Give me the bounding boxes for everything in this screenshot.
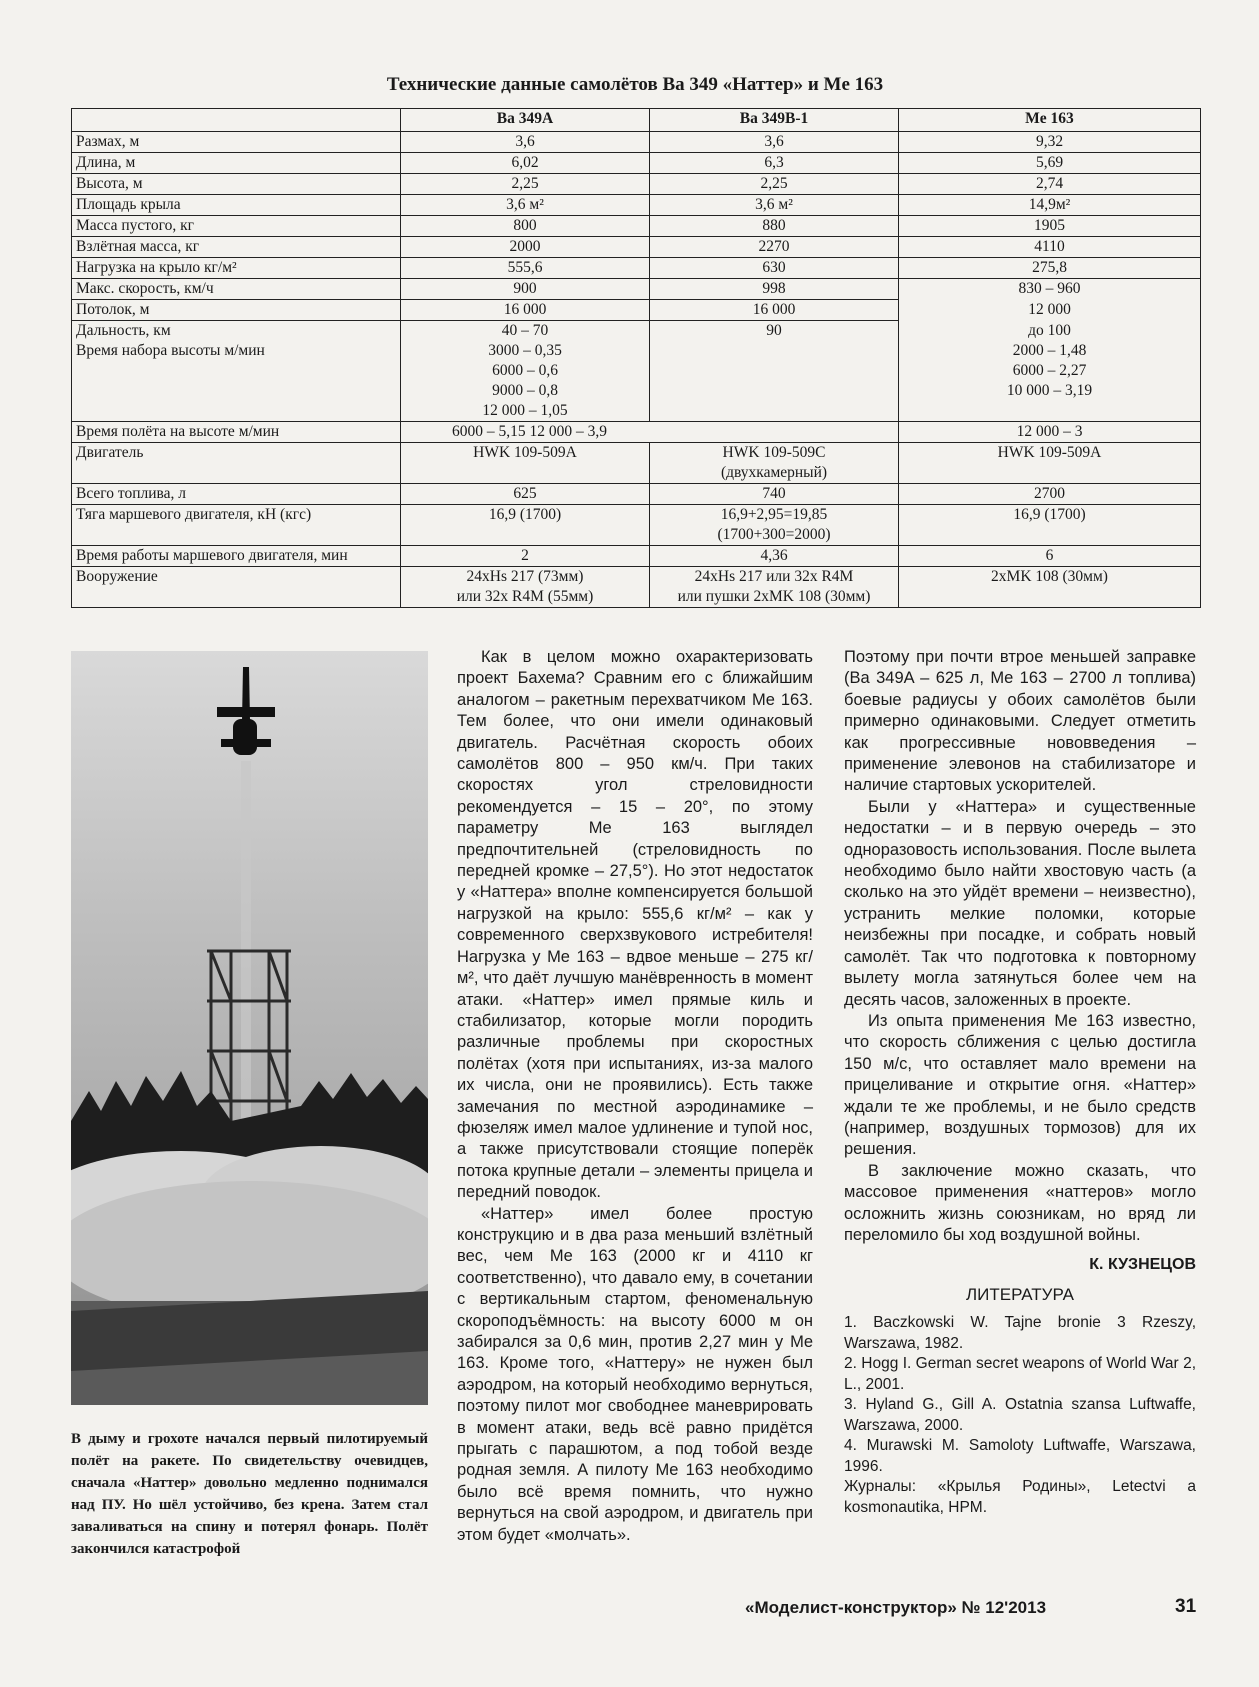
cell: 998: [650, 279, 899, 300]
table-row: [72, 132, 1201, 153]
photo-caption: В дыму и грохоте начался первый пилотируемый полёт на ракете. По свидетельству очевидцев, сначала «Наттер» довольно медленно поднимался над ПУ. Но шёл устойчиво, без крена. Затем стал заваливаться на спину и потерял фонарь. Полёт закончился катастрофой: [71, 1431, 428, 1557]
cell: HWK 109-509A: [899, 443, 1201, 484]
row-label: Вооружение: [72, 567, 401, 608]
cell: 9,32: [899, 132, 1201, 153]
cell: 900: [401, 279, 650, 300]
row-label: Взлётная масса, кг: [72, 237, 401, 258]
cell: 6,3: [650, 153, 899, 174]
table-row: [72, 505, 1201, 546]
cell: HWK 109-509A: [401, 443, 650, 484]
paragraph: Из опыта применения Me 163 известно, что скорость сближения с целью достигла 150 м/с, что оставляет мало времени на прицеливание и открытие огня. «Наттер» ждали те же проблемы, и не было средств (например, воздушных тормозов) для их решения.: [844, 1011, 1196, 1159]
cell: 555,6: [401, 258, 650, 279]
cell: 90: [650, 321, 899, 422]
cell: 40 – 70 3000 – 0,35 6000 – 0,6 9000 – 0,8 12 000 – 1,05: [401, 321, 650, 422]
cell: 16 000: [650, 300, 899, 321]
cell: 275,8: [899, 258, 1201, 279]
cell: 4110: [899, 237, 1201, 258]
author: К. КУЗНЕЦОВ: [1089, 1256, 1196, 1274]
literature-item: 3. Hyland G., Gill A. Ostatnia szansa Luftwaffe, Warszawa, 2000.: [844, 1396, 1196, 1434]
cell: 2: [401, 546, 650, 567]
cell: 2270: [650, 237, 899, 258]
table-row: [72, 237, 1201, 258]
cell: 3,6: [401, 132, 650, 153]
cell: 880: [650, 216, 899, 237]
literature-item: Журналы: «Крылья Родины», Letectvi a kosmonautika, HPM.: [844, 1478, 1196, 1516]
literature-item: 1. Baczkowski W. Tajne bronie 3 Rzeszy, Warszawa, 1982.: [844, 1314, 1196, 1352]
row-label: Масса пустого, кг: [72, 216, 401, 237]
cell: HWK 109-509C (двухкамерный): [650, 443, 899, 484]
literature-heading: ЛИТЕРАТУРА: [965, 1284, 1075, 1304]
table-row: [72, 443, 1201, 484]
cell: 16 000: [401, 300, 650, 321]
table-row: [72, 258, 1201, 279]
table-row: [72, 484, 1201, 505]
page-number: 31: [1175, 1596, 1197, 1617]
table-row: [72, 300, 1201, 321]
row-label: Площадь крыла: [72, 195, 401, 216]
table-row: [72, 321, 1201, 422]
row-label: Дальность, км Время набора высоты м/мин: [72, 321, 401, 422]
cell: 2,25: [401, 174, 650, 195]
cell: 24xHs 217 (73мм) или 32x R4M (55мм): [401, 567, 650, 608]
cell: 5,69: [899, 153, 1201, 174]
literature-item: 2. Hogg I. German secret weapons of World War 2, L., 2001.: [844, 1355, 1196, 1393]
cell: 16,9 (1700): [401, 505, 650, 546]
cell: 16,9 (1700): [899, 505, 1201, 546]
cell: 800: [401, 216, 650, 237]
cell: 14,9м²: [899, 195, 1201, 216]
cell: 625: [401, 484, 650, 505]
cell: 12 000: [899, 300, 1201, 321]
cell: 3,6: [650, 132, 899, 153]
paragraph: Как в целом можно охарактеризовать проект Бахема? Сравним его с ближайшим аналогом – ракетным перехватчиком Me 163. Тем более, что они имели одинаковый двигатель. Расчётная скорость обоих самолётов 800 – 950 км/ч. При таких скоростях угол стреловидности рекомендуется – 15 – 20°, по этому параметру Me 163 выглядел предпочтительней (стреловидность по передней кромке – 27,5°). Но этот недостаток у «Наттера» вполне компенсируется большой нагрузкой на крыло: 555,6 кг/м² – как у современного сверхзвукового истребителя! Нагрузка у Me 163 – вдвое меньше – 275 кг/м², что даёт лучшую манёвренность в момент атаки. «Наттер» имел прямые киль и стабилизатор, которые могли породить различные проблемы при скоростных полётах (хотя при испытаниях, из-за малого их числа, они не проявились). Есть также замечания по местной аэродинамике – фюзеляж имел малое удлинение и тупой нос, а также присутствовали стоящие поперёк потока крупные детали – элементы прицела и передний поводок.: [457, 648, 813, 1202]
row-label: Всего топлива, л: [72, 484, 401, 505]
header-ba349b: Ba 349B-1: [650, 109, 899, 132]
cell: 6,02: [401, 153, 650, 174]
cell: 2,74: [899, 174, 1201, 195]
row-label: Нагрузка на крыло кг/м²: [72, 258, 401, 279]
cell: 16,9+2,95=19,85 (1700+300=2000): [650, 505, 899, 546]
table-row: [72, 216, 1201, 237]
cell: 830 – 960: [899, 279, 1201, 300]
cell: 3,6 м²: [401, 195, 650, 216]
row-label: Тяга маршевого двигателя, кН (кгс): [72, 505, 401, 546]
cell: 3,6 м²: [650, 195, 899, 216]
row-label: Размах, м: [72, 132, 401, 153]
table-row: [72, 279, 1201, 300]
header-me163: Me 163: [899, 109, 1201, 132]
table-header-row: [72, 109, 1201, 132]
table-row: [72, 567, 1201, 608]
paragraph: Поэтому при почти втрое меньшей заправке (Ba 349A – 625 л, Me 163 – 2700 л топлива) боевые радиусы у обоих самолётов были примерно одинаковыми. Следует отметить как прогрессивные нововведения – применение элевонов на стабилизаторе и наличие стартовых ускорителей.: [844, 648, 1196, 795]
header-empty: [72, 109, 401, 132]
cell: 2000: [401, 237, 650, 258]
row-label: Время полёта на высоте м/мин: [72, 422, 401, 443]
cell: 2,25: [650, 174, 899, 195]
cell: 4,36: [650, 546, 899, 567]
table-row: [72, 153, 1201, 174]
cell: 12 000 – 3: [899, 422, 1201, 443]
row-label: Двигатель: [72, 443, 401, 484]
table-title: Технические данные самолётов Ba 349 «Наттер» и Me 163: [386, 74, 884, 95]
row-label: Макс. скорость, км/ч: [72, 279, 401, 300]
paragraph: В заключение можно сказать, что массовое применения «наттеров» могло осложнить жизнь союзникам, но вряд ли переломило бы ход воздушной войны.: [844, 1161, 1196, 1244]
article-column-right: [844, 647, 1196, 1518]
journal-name: «Моделист-конструктор» № 12'2013: [745, 1598, 1047, 1617]
cell: 1905: [899, 216, 1201, 237]
literature-item: 4. Murawski M. Samoloty Luftwaffe, Warszawa, 1996.: [844, 1437, 1196, 1475]
cell-text: 6000 – 5,15 12 000 – 3,9: [452, 423, 607, 440]
row-label: Длина, м: [72, 153, 401, 174]
article-column-middle: [457, 647, 813, 1546]
row-label: Время работы маршевого двигателя, мин: [72, 546, 401, 567]
cell: 2xMK 108 (30мм): [899, 567, 1201, 608]
row-label: Высота, м: [72, 174, 401, 195]
cell: 740: [650, 484, 899, 505]
cell: [401, 422, 899, 443]
paragraph: Были у «Наттера» и существенные недостатки – и в первую очередь – это одноразовость использования. После вылета необходимо было найти хвостовую часть (а сколько на это уйдёт времени – неизвестно), устранить мелкие поломки, которые неизбежны при посадке, и собрать новый самолёт. Так что подготовка к повторному вылету могла затянуться более чем на десять часов, заложенных в проекте.: [844, 797, 1196, 1009]
row-label: Потолок, м: [72, 300, 401, 321]
table-row: [72, 422, 1201, 443]
table-row: [72, 174, 1201, 195]
cell: 6: [899, 546, 1201, 567]
cell: 24xHs 217 или 32x R4M или пушки 2xMK 108 (30мм): [650, 567, 899, 608]
header-ba349a: Ba 349A: [401, 109, 650, 132]
rocket-silhouette: [217, 667, 275, 755]
spec-table: [71, 108, 1201, 608]
launch-photo: [71, 651, 428, 1405]
cell: 630: [650, 258, 899, 279]
table-row: [72, 546, 1201, 567]
paragraph: «Наттер» имел более простую конструкцию и в два раза меньший взлётный вес, чем Me 163 (2000 кг и 4110 кг соответственно), что давало ему, в сочетании с вертикальным стартом, феноменальную скороподъёмность: на высоту 6000 м он забирался за 0,6 мин, против 2,27 мин у Me 163. Кроме того, «Наттеру» не нужен был аэродром, на который необходимо вернуться, поэтому пилот мог свободнее маневрировать в момент атаки, ведь всё равно придётся прыгать с парашютом, а под тобой везде родная земля. А пилоту Me 163 необходимо было всё время помнить, что нужно вернуться на свой аэродром, и двигатель при этом будет «молчать».: [457, 1204, 813, 1544]
cell: 2700: [899, 484, 1201, 505]
table-row: [72, 195, 1201, 216]
cell: до 100 2000 – 1,48 6000 – 2,27 10 000 – 3,19: [899, 321, 1201, 422]
